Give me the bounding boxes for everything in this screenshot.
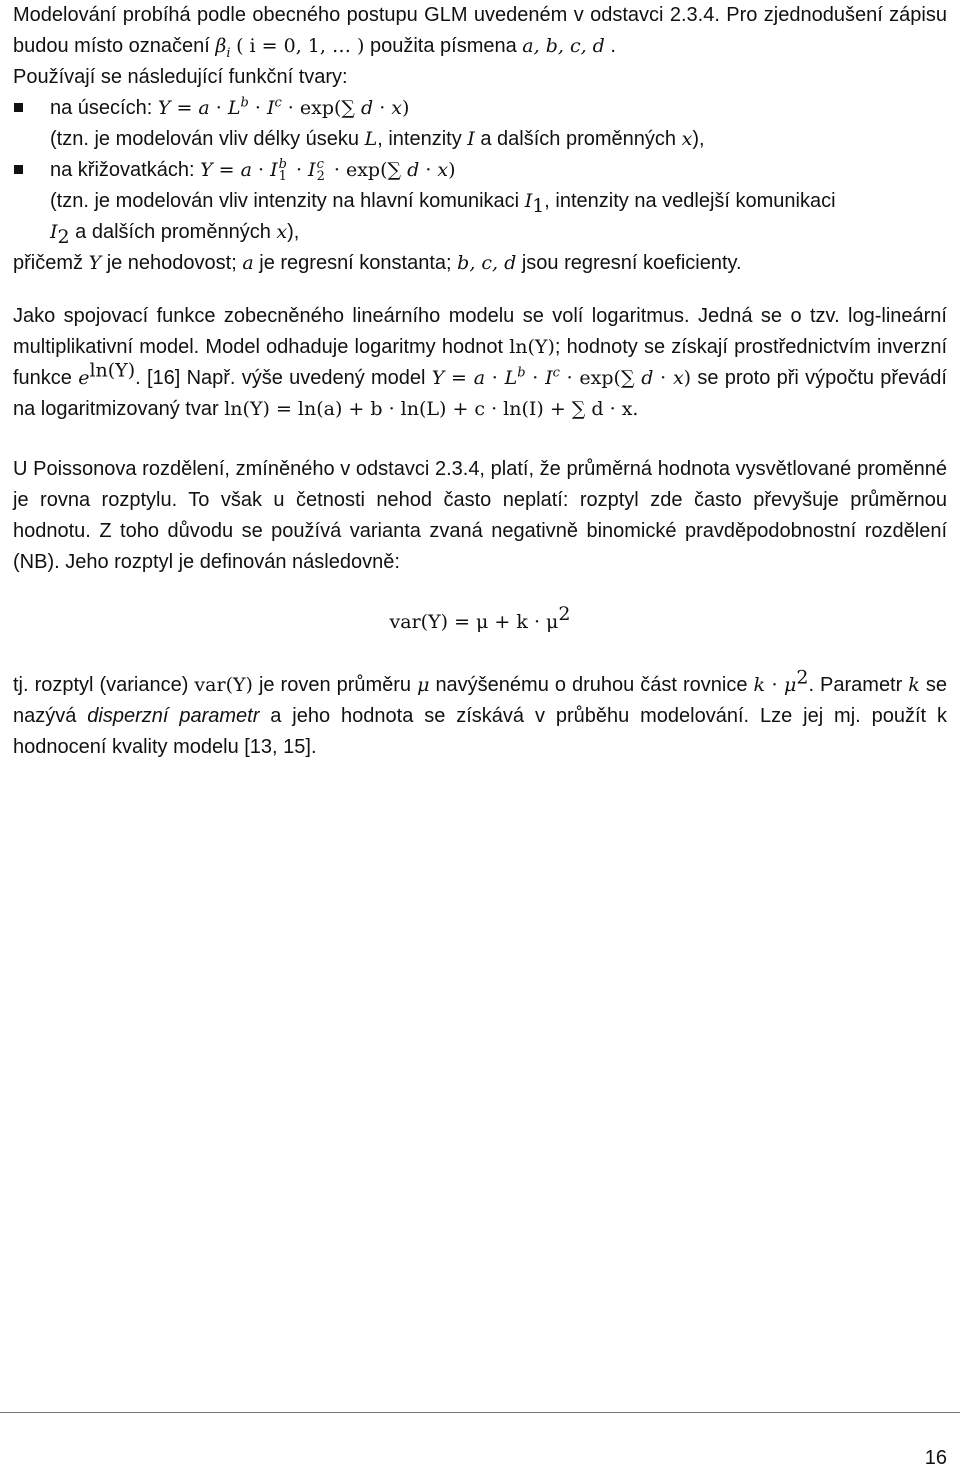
letters-abcd: a, b, c, d: [522, 35, 605, 57]
intersections-formula: Y = a · I b 1 · I c 2 · exp(∑ d · x): [200, 157, 456, 184]
variance-equation: $var(Y) = \mu + k \cdot \mu^2$: [389, 603, 571, 633]
intersections-description: (tzn. je modelován vliv intenzity na hlavní komunikaci $I_1$, intenzity na vedlejší komunikaci $I_2$ a dalších proměnných x),: [50, 190, 836, 248]
intro-paragraph: Modelování probíhá podle obecného postupu GLM uvedeném v odstavci 2.3.4. Pro zjednodušení zápisu budou místo označení $\beta_i$ ( i = 0, 1, … ) použita písmena a, b, c, d .: [13, 4, 947, 61]
segments-formula: $Y = a \cdot L^b \cdot I^c \cdot \exp(\sum$ d · x): [157, 95, 410, 119]
poisson-paragraph: U Poissonova rozdělení, zmíněného v odstavci 2.3.4, platí, že průměrná hodnota vysvětlované proměnné je rovna rozptylu. To však u četnosti nehod často neplatí: rozptyl zde často převyšuje průměrnou hodnotu. Z toho důvodu se používá varianta zvaná negativně binomické pravděpodobnostní rozdělení (NB). Jeho rozptyl je definován následovně:: [13, 458, 947, 573]
footer-rule: [0, 1412, 960, 1413]
link-function-paragraph: Jako spojovací funkce zobecněného lineárního modelu se volí logaritmus. Jedná se o tzv. log-lineární multiplikativní model. Model odhaduje logaritmy hodnot ln(Y); hodnoty se získají prostřednictvím inverzní funkce $e^{ln(Y)}$. [16] Např. výše uvedený model $Y = a \cdot L^b \cdot I^c \cdot \exp(\sum$ d · x) se proto při výpočtu převádí na logaritmizovaný tvar ln(Y) = ln(a) + b · ln(L) + c · ln(I) + ∑ d · x.: [13, 305, 947, 420]
intro-text-2: použita písmena: [369, 35, 517, 57]
model-formula: $Y = a \cdot L^b \cdot I^c \cdot \exp(\sum$ d · x): [431, 365, 692, 389]
beta-symbol: $\beta_i$: [215, 35, 231, 61]
dispersion-paragraph: tj. rozptyl (variance) var(Y) je roven průměru μ navýšenému o druhou část rovnice $k \cdot \mu^2$. Parametr k se nazývá disperzní parametr a jeho hodnota se získává v průběhu modelování. Lze jej mj. použít k hodnocení kvality modelu [13, 15].: [13, 666, 947, 758]
variables-note: přičemž Y je nehodovost; a je regresní konstanta; b, c, d jsou regresní koeficienty.: [13, 252, 742, 274]
document-page: [13, 0, 947, 763]
dispersion-term: disperzní parametr: [87, 705, 260, 727]
intersections-label: na křižovatkách:: [50, 159, 195, 181]
index-range: ( i = 0, 1, … ): [236, 35, 365, 57]
segments-label: na úsecích:: [50, 97, 153, 119]
list-item-segments: [13, 93, 947, 124]
segments-description: (tzn. je modelován vliv délky úseku L, intenzity I a dalších proměnných x),: [50, 128, 705, 150]
forms-intro: Používají se následující funkční tvary:: [13, 66, 348, 88]
page-number: 16: [924, 1447, 947, 1469]
list-item-intersections: [13, 155, 947, 186]
intro-text: Modelování probíhá podle obecného postupu GLM uvedeném v odstavci 2.3.4. Pro zjednodušení zápisu budou místo označení: [13, 4, 947, 57]
log-formula: ln(Y) = ln(a) + b · ln(L) + c · ln(I) + ∑ d · x.: [224, 398, 639, 420]
